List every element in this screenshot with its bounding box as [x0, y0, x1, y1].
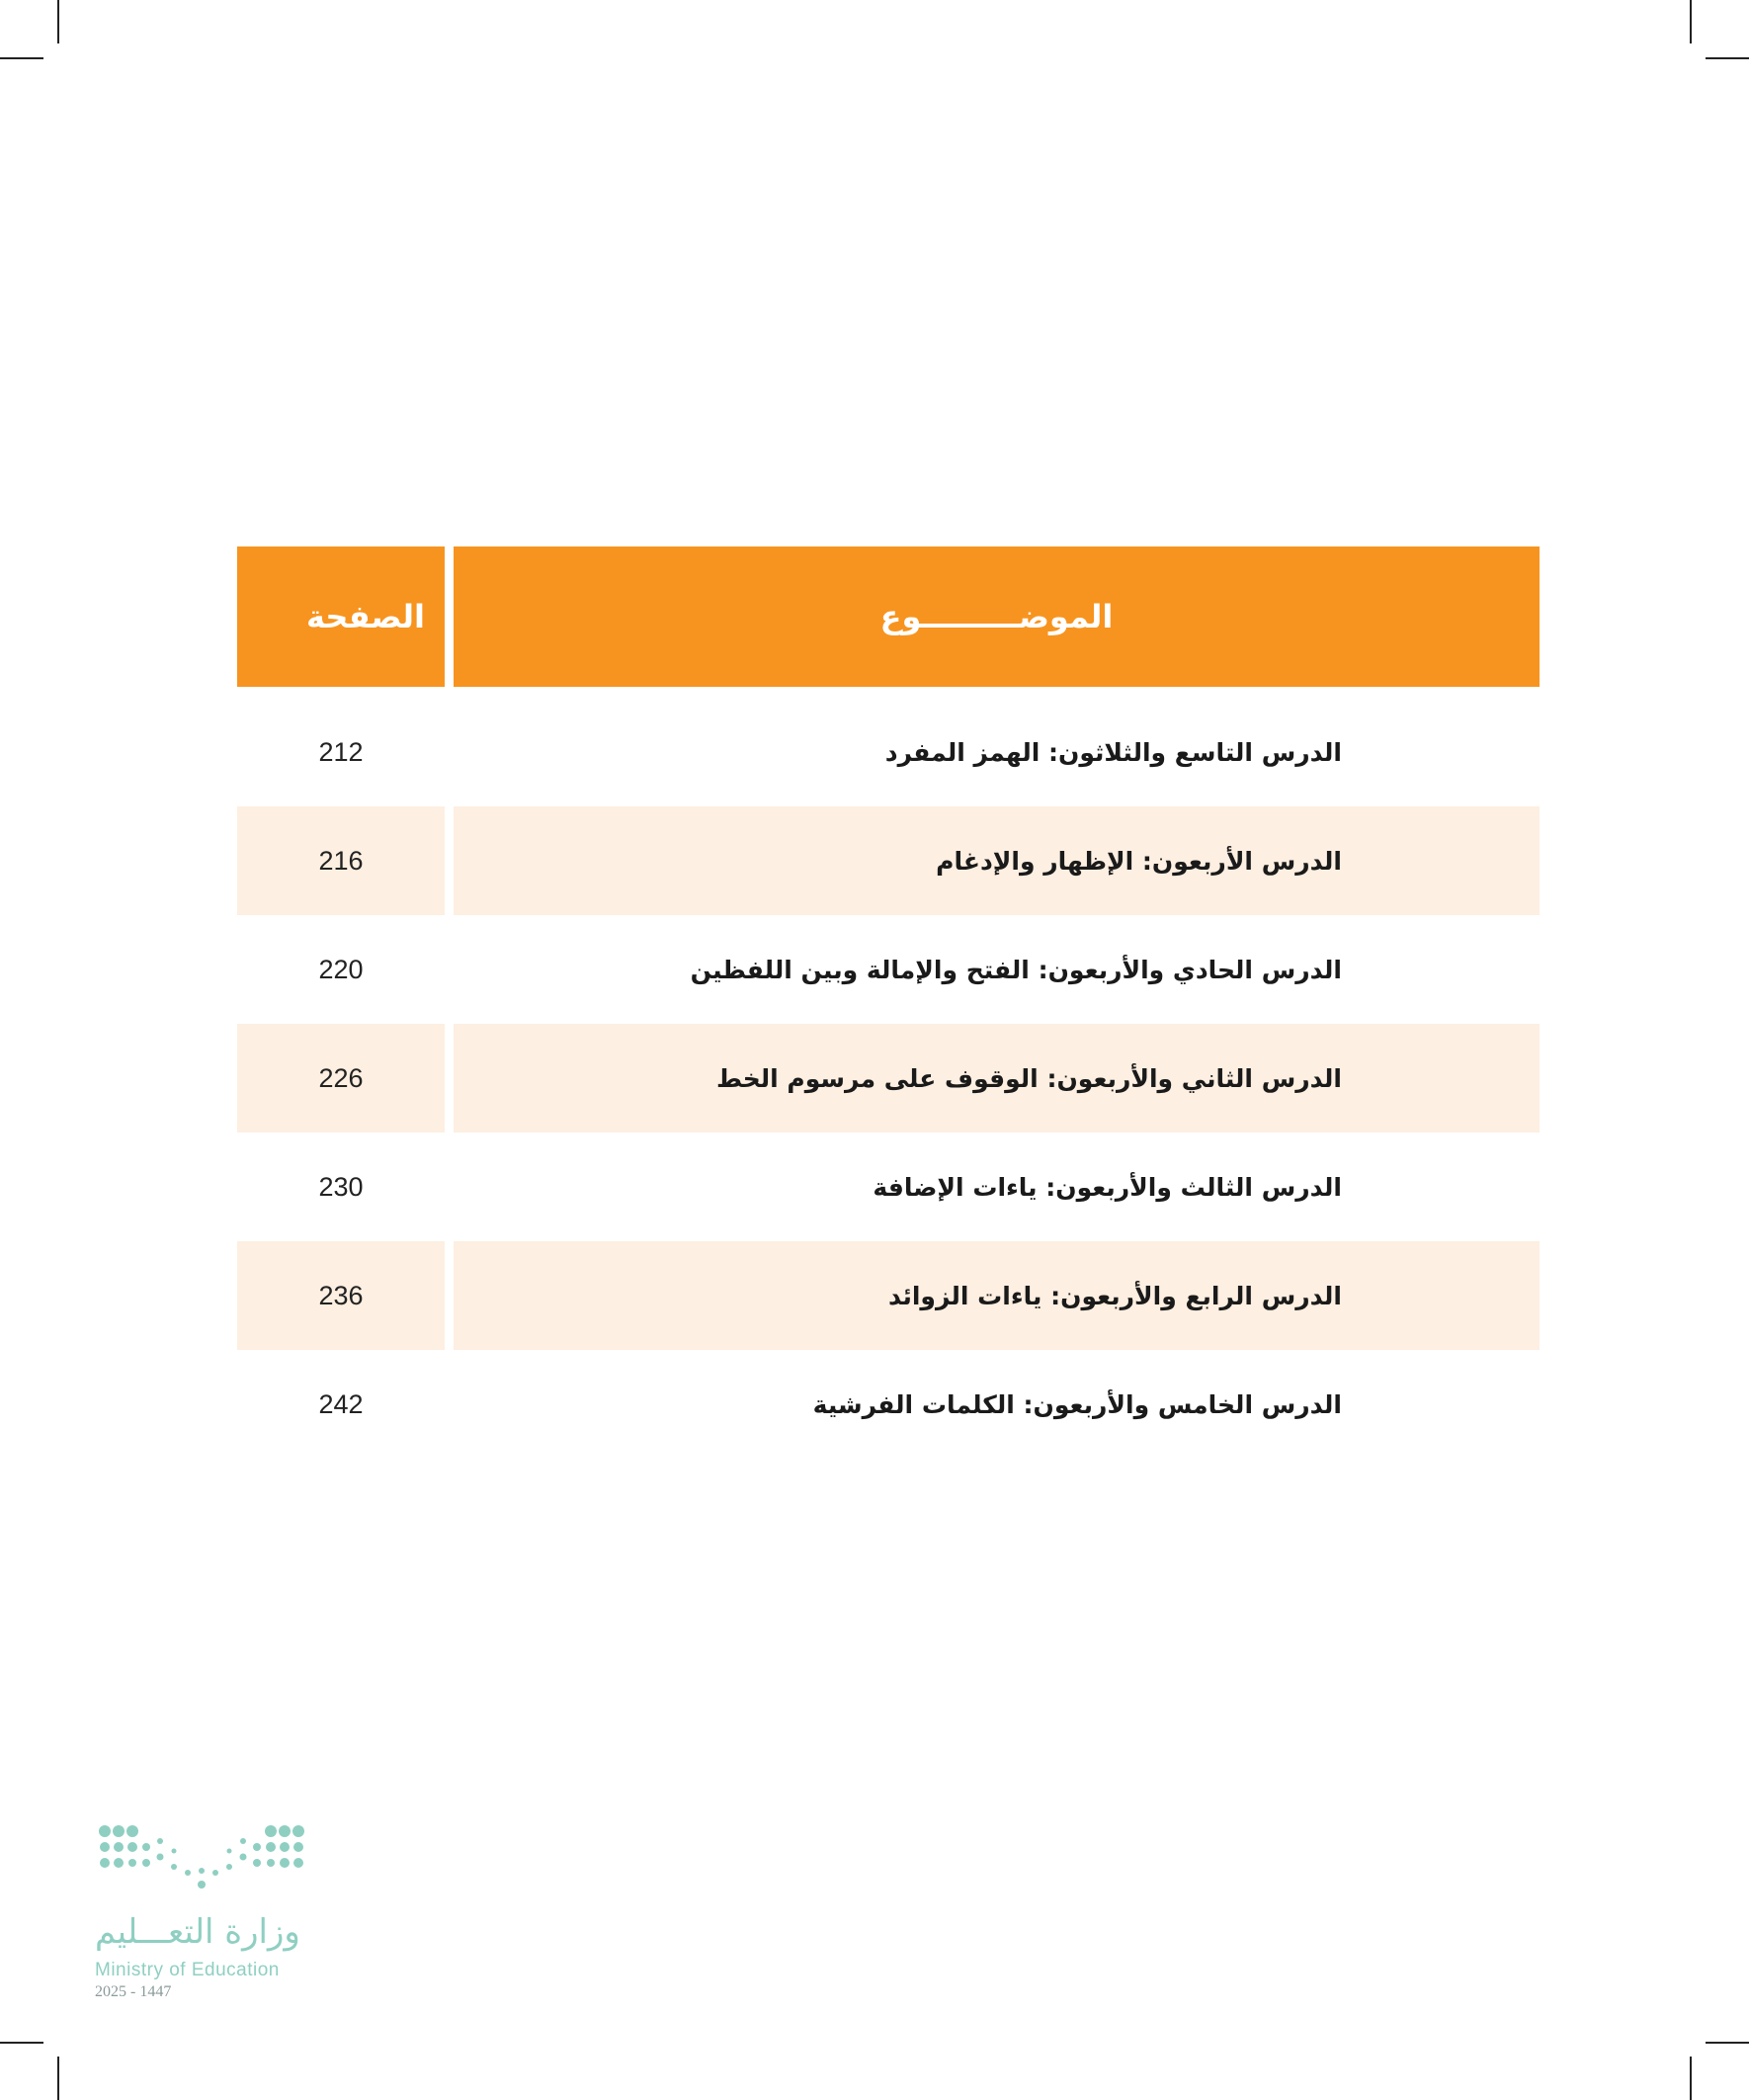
logo-year: 2025 - 1447 — [95, 1983, 172, 2000]
page-number: 216 — [318, 845, 364, 876]
page-header: الصفحة — [305, 598, 425, 635]
crop-mark — [1706, 2042, 1749, 2044]
lesson-title: الدرس الحادي والأربعون: الفتح والإمالة وبين اللفظين — [690, 955, 1342, 984]
table-row — [237, 1241, 1540, 1350]
table-row — [237, 806, 1540, 915]
table-row — [237, 1350, 1540, 1459]
lesson-title: الدرس الثالث والأربعون: ياءات الإضافة — [873, 1172, 1342, 1202]
table-row — [237, 1024, 1540, 1133]
crop-mark — [57, 0, 59, 43]
table-row — [237, 1133, 1540, 1241]
page-number: 226 — [318, 1062, 364, 1093]
lesson-title: الدرس التاسع والثلاثون: الهمز المفرد — [884, 737, 1342, 767]
lesson-title: الدرس الثاني والأربعون: الوقوف على مرسوم الخط — [715, 1063, 1342, 1093]
page-number: 230 — [318, 1171, 364, 1202]
logo-english-text: Ministry of Education — [95, 1960, 280, 1980]
lesson-title: الدرس الخامس والأربعون: الكلمات الفرشية — [812, 1389, 1342, 1419]
page-number: 220 — [318, 954, 364, 984]
table-row — [237, 698, 1540, 806]
logo-arabic-text: وزارة التعـــليم — [95, 1912, 300, 1952]
crop-mark — [57, 2057, 59, 2100]
crop-mark — [1690, 0, 1692, 43]
crop-mark — [0, 2042, 43, 2044]
table-of-contents — [237, 546, 1540, 1459]
crop-mark — [0, 57, 43, 59]
page-header-cell — [237, 546, 445, 687]
dots-emblem-icon — [95, 1823, 307, 1894]
lesson-title: الدرس الأربعون: الإظهار والإدغام — [936, 846, 1342, 876]
topic-header: الموضـــــــــوع — [879, 598, 1114, 635]
crop-mark — [1706, 57, 1749, 59]
table-row — [237, 915, 1540, 1024]
ministry-logo — [95, 1823, 322, 2001]
lesson-title: الدرس الرابع والأربعون: ياءات الزوائد — [888, 1281, 1342, 1310]
page-number: 242 — [318, 1388, 364, 1419]
topic-header-cell — [454, 546, 1540, 687]
table-header — [237, 546, 1540, 687]
crop-mark — [1690, 2057, 1692, 2100]
page-number: 236 — [318, 1280, 364, 1310]
page-number: 212 — [318, 736, 364, 767]
